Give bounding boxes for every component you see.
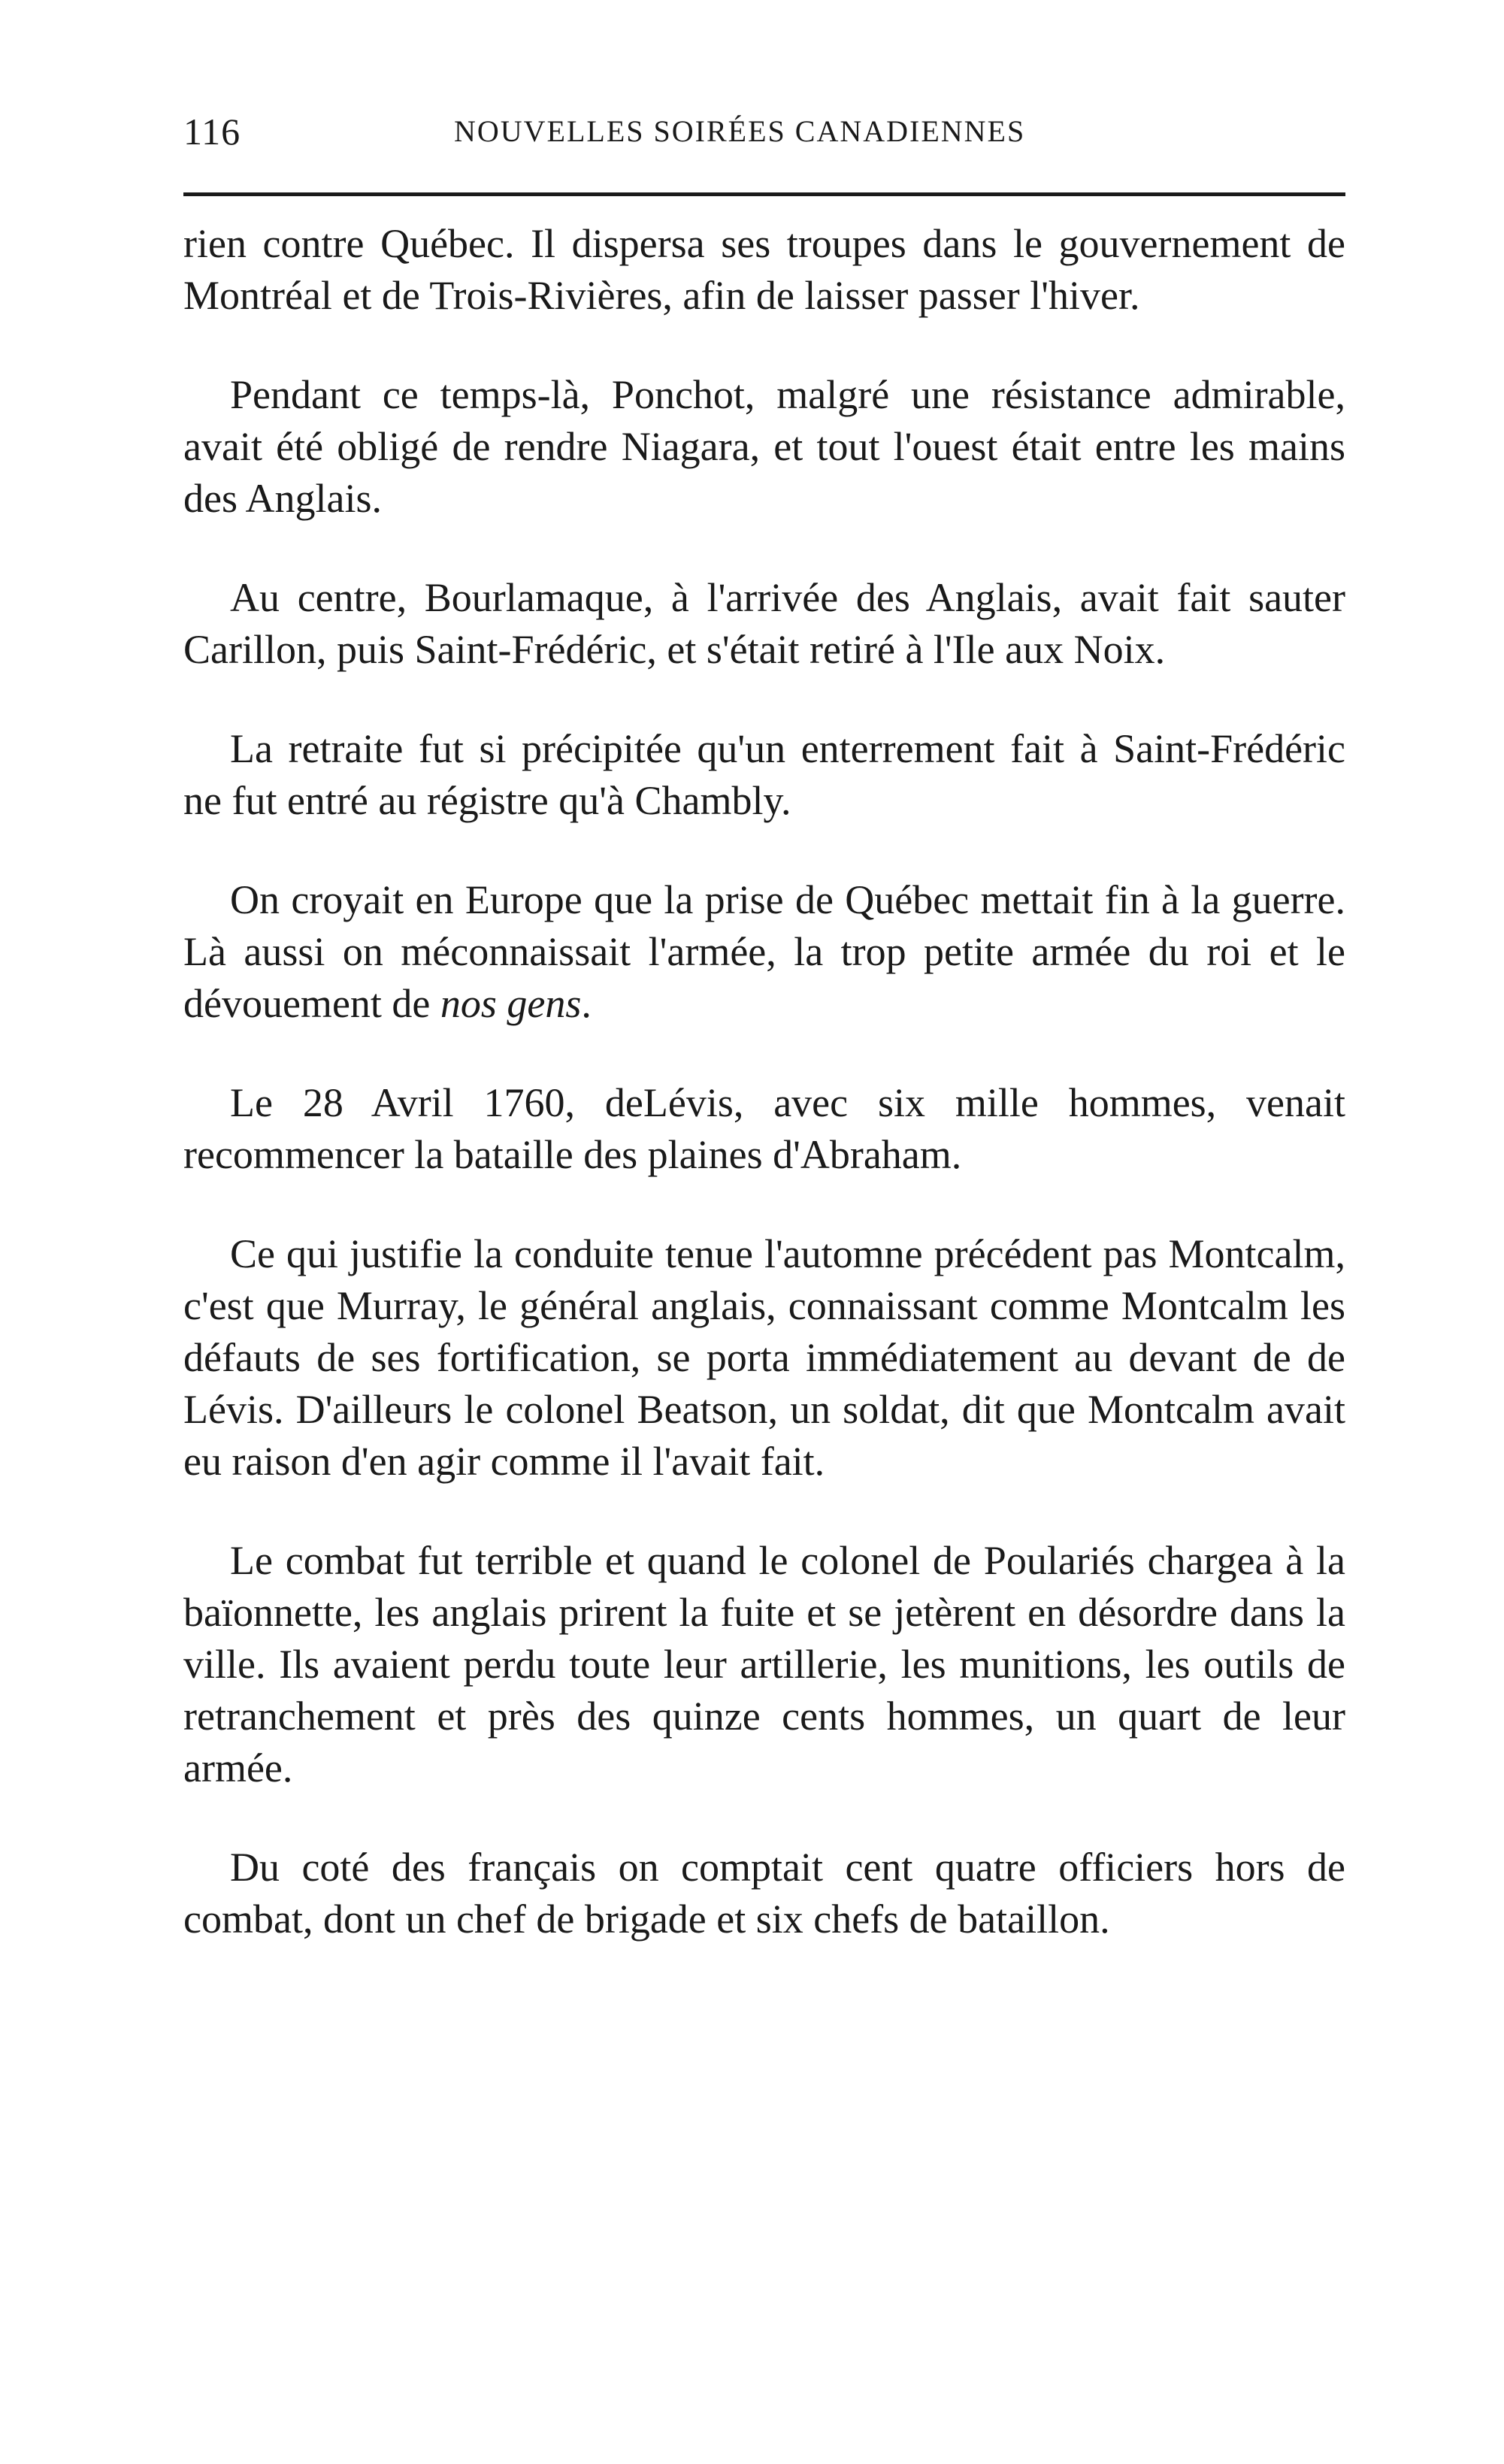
paragraph-7: Ce qui justifie la conduite tenue l'automne précédent pas Montcalm, c'est que Murray, le général anglais, connaissant comme Montcalm les défauts de ses fortification, se porta immédiatement au devant de de Lévis. D'ailleurs le colonel Beatson, un soldat, dit que Montcalm avait eu raison d'en agir comme il l'avait fait. (183, 1231, 1345, 1484)
page-header (183, 105, 1345, 158)
paragraph-9: Du coté des français on comptait cent quatre officiers hors de combat, dont un chef de brigade et six chefs de bataillon. (183, 1845, 1345, 1942)
header-rule (183, 192, 1345, 196)
paragraph-4: La retraite fut si précipitée qu'un enterrement fait à Saint-Frédéric ne fut entré au régistre qu'à Chambly. (183, 726, 1345, 823)
paragraph-1: rien contre Québec. Il dispersa ses troupes dans le gouvernement de Montréal et de Trois-Rivières, afin de laisser passer l'hiver. (183, 221, 1345, 318)
paragraph-6: Le 28 Avril 1760, deLévis, avec six mille hommes, venait recommencer la bataille des plaines d'Abraham. (183, 1080, 1345, 1177)
paragraph-2: Pendant ce temps-là, Ponchot, malgré une résistance admirable, avait été obligé de rendre Niagara, et tout l'ouest était entre les mains des Anglais. (183, 372, 1345, 521)
page-number: 116 (183, 110, 241, 153)
paragraph-5-italic-phrase: nos gens (440, 981, 582, 1026)
paragraph-5-end: . (581, 981, 592, 1026)
paragraph-3: Au centre, Bourlamaque, à l'arrivée des Anglais, avait fait sauter Carillon, puis Saint-Frédéric, et s'était retiré à l'Ile aux Noix. (183, 575, 1345, 672)
body-text (183, 218, 1345, 1993)
running-title: NOUVELLES SOIRÉES CANADIENNES (454, 114, 1026, 148)
paragraph-5 (183, 874, 1345, 1030)
paragraph-5-text: On croyait en Europe que la prise de Québec mettait fin à la guerre. Là aussi on méconnaissait l'armée, la trop petite armée du roi et le dévouement de (183, 877, 1345, 1026)
paragraph-8: Le combat fut terrible et quand le colonel de Poulariés chargea à la baïonnette, les anglais prirent la fuite et se jetèrent en désordre dans la ville. Ils avaient perdu toute leur artillerie, les munitions, les outils de retranchement et près des quinze cents hommes, un quart de leur armée. (183, 1538, 1345, 1790)
